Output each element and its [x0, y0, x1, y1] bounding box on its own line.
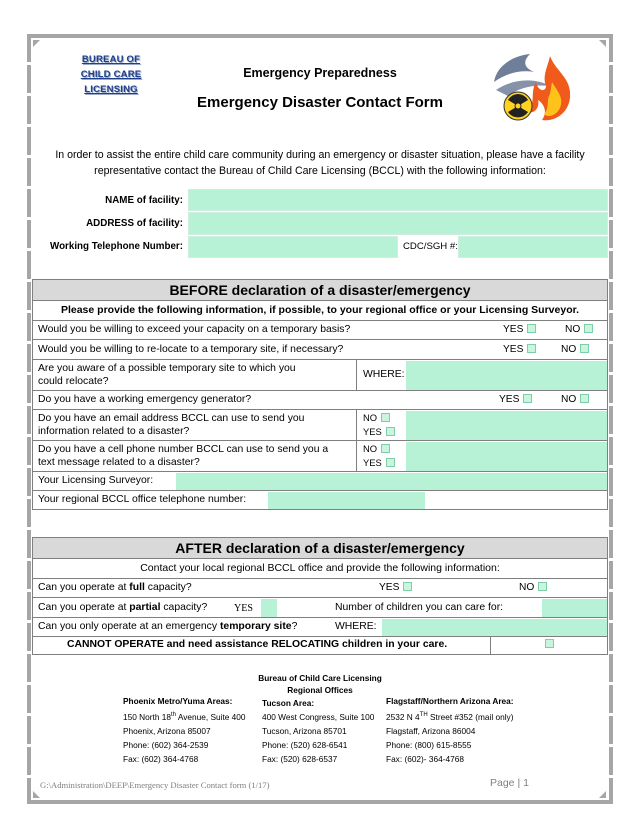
- question-exceed-capacity: Would you be willing to exceed your capacity on a temporary basis?: [38, 324, 351, 335]
- after-section: [32, 537, 608, 655]
- logo-line: LICENSING: [84, 84, 138, 95]
- corner-mark: [33, 40, 40, 47]
- file-path-footer: G:\Administration\DEEP\Emergency Disaster Contact form (1/17): [40, 780, 270, 790]
- yes-option[interactable]: YES: [363, 426, 395, 437]
- page-title: Emergency Disaster Contact Form: [197, 94, 443, 111]
- question-email: Do you have an email address BCCL can use to send you information related to a disaster?: [38, 413, 305, 437]
- no-checkbox[interactable]: [580, 394, 589, 403]
- email-field[interactable]: [406, 411, 607, 440]
- table-row: [33, 360, 607, 391]
- before-section: [32, 279, 608, 510]
- page-border-top: [27, 34, 613, 38]
- after-where-field[interactable]: [382, 619, 607, 636]
- yes-checkbox[interactable]: [386, 427, 395, 436]
- after-instructions: Contact your local regional BCCL office and provide the following information:: [140, 562, 500, 574]
- licensing-surveyor-label: Your Licensing Surveyor:: [38, 475, 154, 486]
- children-count-label: Number of children you can care for:: [335, 602, 504, 613]
- yes-checkbox[interactable]: [403, 582, 412, 591]
- regional-phone-label: Your regional BCCL office telephone number:: [38, 494, 247, 505]
- no-option[interactable]: NO: [561, 394, 589, 405]
- facility-address-field[interactable]: [188, 212, 608, 235]
- table-row: [33, 472, 607, 491]
- table-row: [33, 598, 607, 618]
- page-border-bottom: [27, 800, 613, 804]
- no-checkbox[interactable]: [538, 582, 547, 591]
- yes-checkbox[interactable]: [386, 458, 395, 467]
- divider: [356, 441, 357, 472]
- table-row: [33, 491, 607, 510]
- where-label: WHERE:: [363, 369, 405, 380]
- question-full-capacity: Can you operate at full capacity?: [38, 582, 192, 593]
- cdc-sgh-label: CDC/SGH #:: [403, 241, 458, 252]
- before-instructions-row: [33, 301, 607, 321]
- before-section-title: BEFORE declaration of a disaster/emergency: [33, 280, 607, 301]
- working-phone-field[interactable]: [188, 236, 398, 258]
- cell-phone-field[interactable]: [406, 442, 607, 471]
- logo-line: BUREAU OF: [81, 54, 141, 65]
- no-option[interactable]: NO: [519, 582, 547, 593]
- page-border-right: [609, 34, 613, 804]
- licensing-surveyor-field[interactable]: [176, 473, 607, 490]
- table-row: [33, 321, 607, 340]
- question-partial-capacity: Can you operate at partial capacity?: [38, 602, 208, 613]
- yes-checkbox[interactable]: [523, 394, 532, 403]
- no-option[interactable]: NO: [363, 412, 390, 423]
- table-row: [33, 410, 607, 441]
- no-checkbox[interactable]: [381, 413, 390, 422]
- table-row: [33, 579, 607, 598]
- cannot-operate-checkbox[interactable]: [545, 639, 554, 650]
- divider: [356, 360, 357, 391]
- header-subtitle: Emergency Preparedness: [243, 66, 397, 80]
- yes-checkbox[interactable]: [527, 324, 536, 333]
- cdc-sgh-field[interactable]: [458, 236, 608, 258]
- yes-checkbox[interactable]: [527, 344, 536, 353]
- corner-mark: [599, 791, 606, 798]
- yes-option[interactable]: YES: [503, 344, 536, 355]
- flagstaff-office: Flagstaff/Northern Arizona Area: 2532 N 4TH Street #352 (mail only) Flagstaff, Arizona 86004 Phone: (800) 615-8555 Fax: (602)- 364-4768: [386, 696, 514, 764]
- page-number: Page | 1: [490, 777, 529, 789]
- yes-option[interactable]: YES: [503, 324, 536, 335]
- no-checkbox[interactable]: [381, 444, 390, 453]
- checkbox-icon[interactable]: [545, 639, 554, 648]
- no-option[interactable]: NO: [363, 443, 390, 454]
- yes-option[interactable]: YES: [499, 394, 532, 405]
- no-option[interactable]: NO: [565, 324, 593, 335]
- question-temporary-site: Are you aware of a possible temporary site to which you could relocate?: [38, 363, 296, 387]
- temporary-site-where-field[interactable]: [406, 361, 607, 390]
- yes-option[interactable]: YES: [379, 582, 412, 593]
- after-instructions-row: [33, 559, 607, 579]
- table-row: [33, 340, 607, 360]
- tucson-office: Tucson Area: 400 West Congress, Suite 100 Tucson, Arizona 85701 Phone: (520) 628-6541 Fax: (520) 628-6537: [262, 698, 375, 764]
- after-section-title: AFTER declaration of a disaster/emergency: [33, 538, 607, 559]
- phoenix-office: Phoenix Metro/Yuma Areas: 150 North 18th Avenue, Suite 400 Phoenix, Arizona 85007 Phone: (602) 364-2539 Fax: (602) 364-4768: [123, 696, 246, 764]
- table-row: [33, 441, 607, 472]
- page-border-left: [27, 34, 31, 804]
- offices-heading: Bureau of Child Care Licensing Regional Offices: [258, 673, 382, 695]
- no-option[interactable]: NO: [561, 344, 589, 355]
- question-relocate: Would you be willing to re-locate to a temporary site, if necessary?: [38, 344, 344, 355]
- divider: [490, 637, 491, 655]
- no-checkbox[interactable]: [584, 324, 593, 333]
- logo-line: CHILD CARE: [80, 69, 142, 80]
- regional-phone-field[interactable]: [268, 492, 425, 509]
- disaster-hazard-icon: [490, 48, 580, 126]
- facility-name-label: NAME of facility:: [105, 195, 183, 206]
- question-cell-phone: Do you have a cell phone number BCCL can use to send you a text message related to a disaster?: [38, 444, 329, 468]
- question-generator: Do you have a working emergency generator?: [38, 394, 252, 405]
- question-temporary-site-only: Can you only operate at an emergency temporary site?: [38, 621, 298, 632]
- facility-address-label: ADDRESS of facility:: [86, 218, 183, 229]
- yes-option[interactable]: YES: [363, 457, 395, 468]
- cannot-operate-text: CANNOT OPERATE and need assistance RELOCATING children in your care.: [67, 639, 448, 650]
- working-phone-label: Working Telephone Number:: [50, 241, 183, 252]
- where-label: WHERE:: [335, 621, 377, 632]
- partial-yes-label: YES: [234, 603, 253, 614]
- partial-yes-field[interactable]: [261, 599, 277, 617]
- intro-text: In order to assist the entire child care community during an emergency or disaster situation, please have a facility representative contact the Bureau of Child Care Licensing (BCCL) with the following information:: [55, 149, 585, 177]
- table-row: [33, 637, 607, 655]
- table-row: [33, 391, 607, 410]
- divider: [356, 410, 357, 441]
- before-instructions: Please provide the following information, if possible, to your regional office or your Licensing Surveyor.: [60, 304, 580, 316]
- children-count-field[interactable]: [542, 599, 607, 617]
- no-checkbox[interactable]: [580, 344, 589, 353]
- facility-name-field[interactable]: [188, 189, 608, 211]
- bccl-logo: [66, 52, 156, 116]
- corner-mark: [33, 791, 40, 798]
- table-row: [33, 618, 607, 637]
- corner-mark: [599, 40, 606, 47]
